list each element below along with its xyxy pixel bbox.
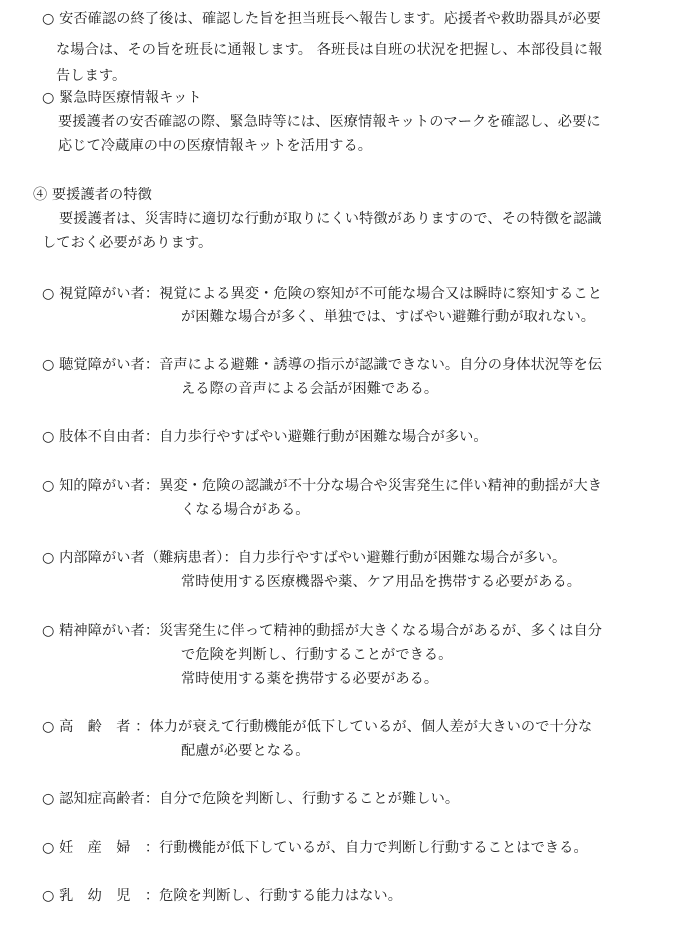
dementia-elderly-line-1: ○ 認知症高齢者：自分で危険を判断し、行動することが難しい。 (42, 791, 460, 807)
mental-disability-line-1: ○ 精神障がい者：災害発生に伴って精神的動揺が大きくなる場合があるが、多くは自分 (42, 623, 603, 639)
mental-disability-line-3: 常時使用する薬を携帯する必要がある。 (181, 671, 439, 687)
visual-impairment-line-1: ○ 視覚障がい者：視覚による異変・危険の察知が不可能な場合又は瞬時に察知すること (42, 286, 603, 302)
mental-disability-line-2: で危険を判断し、行動することができる。 (181, 647, 453, 663)
pregnant-line-1: ○ 妊 産 婦 ：行動機能が低下しているが、自力で判断し行動することはできる。 (42, 840, 588, 856)
safety-report-line-2: な場合は、その旨を班長に通報します。 各班長は自班の状況を把握し、本部役員に報 (56, 42, 603, 58)
visual-impairment-line-2: が困難な場合が多く、単独では、すばやい避難行動が取れない。 (181, 309, 596, 325)
section-heading: ④ 要援護者の特徴 (33, 187, 152, 203)
internal-disability-line-2: 常時使用する医療機器や薬、ケア用品を携帯する必要がある。 (181, 574, 582, 590)
hearing-impairment-line-1: ○ 聴覚障がい者：音声による避難・誘導の指示が認識できない。自分の身体状況等を伝 (42, 357, 603, 373)
elderly-line-2: 配慮が必要となる。 (181, 743, 310, 759)
medical-kit-heading: ○ 緊急時医療情報キット (42, 90, 202, 106)
safety-report-line-1: ○ 安否確認の終了後は、確認した旨を担当班長へ報告します。応援者や救助器具が必要 (42, 11, 601, 27)
medical-kit-line-1: 要援護者の安否確認の際、緊急時等には、医療情報キットのマークを確認し、必要に (58, 114, 601, 130)
safety-report-line-3: 告します。 (56, 68, 127, 84)
physical-disability-line-1: ○ 肢体不自由者：自力歩行やすばやい避難行動が困難な場合が多い。 (42, 429, 488, 445)
intellectual-disability-line-1: ○ 知的障がい者：異変・危険の認識が不十分な場合や災害発生に伴い精神的動揺が大き (42, 478, 603, 494)
elderly-line-1: ○ 高 齢 者 ：体力が衰えて行動機能が低下しているが、個人差が大きいので十分な (42, 719, 593, 735)
medical-kit-line-2: 応じて冷蔵庫の中の医療情報キットを活用する。 (58, 138, 373, 154)
section-paragraph-line-1: 要援護者は、災害時に適切な行動が取りにくい特徴がありますので、その特徴を認識 (59, 211, 602, 227)
section-paragraph-line-2: しておく必要があります。 (42, 235, 213, 251)
intellectual-disability-line-2: くなる場合がある。 (181, 502, 310, 518)
infant-line-1: ○ 乳 幼 児 ：危険を判断し、行動する能力はない。 (42, 888, 402, 904)
hearing-impairment-line-2: える際の音声による会話が困難である。 (181, 381, 439, 397)
internal-disability-line-1: ○ 内部障がい者（難病患者）：自力歩行やすばやい避難行動が困難な場合が多い。 (42, 550, 567, 566)
